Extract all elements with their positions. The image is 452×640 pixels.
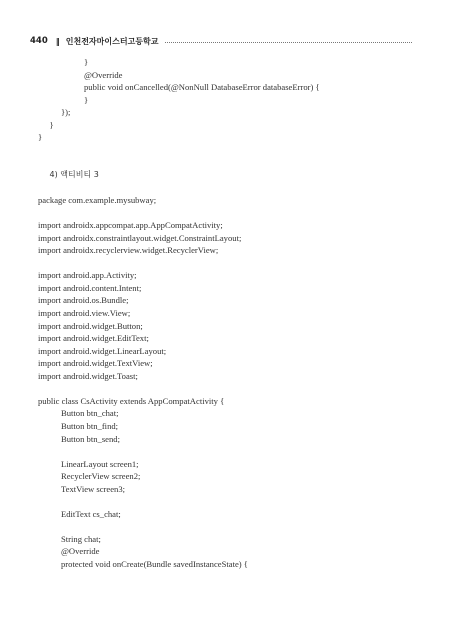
code-line: } bbox=[38, 132, 43, 143]
code-line: import android.view.View; bbox=[38, 308, 131, 318]
code-line: import android.widget.TextView; bbox=[38, 358, 153, 369]
code-line: Button btn_chat; bbox=[61, 408, 119, 419]
code-line: import android.os.Bundle; bbox=[38, 295, 129, 306]
code-line: import android.widget.Button; bbox=[38, 320, 143, 331]
code-line: TextView screen3; bbox=[61, 483, 126, 494]
code-line: Button btn_send; bbox=[61, 433, 120, 444]
header-separator: ‖ bbox=[55, 36, 60, 46]
code-line: }); bbox=[61, 107, 71, 118]
school-name: 인천전자마이스터고등학교 bbox=[65, 36, 159, 46]
code-line: import android.widget.LinearLayout; bbox=[38, 345, 167, 356]
page-number: 440 bbox=[30, 36, 48, 46]
code-line: } bbox=[49, 119, 54, 130]
code-line: Button btn_find; bbox=[61, 420, 119, 431]
section-heading: 4) 액티비티 3 bbox=[49, 169, 99, 179]
code-line: import android.app.Activity; bbox=[38, 270, 137, 281]
code-line: RecyclerView screen2; bbox=[61, 471, 141, 482]
code-line: import androidx.appcompat.app.AppCompatActivity; bbox=[38, 220, 223, 231]
code-line: import android.widget.EditText; bbox=[38, 333, 149, 344]
code-line: package com.example.mysubway; bbox=[38, 195, 157, 206]
code-line: @Override bbox=[61, 546, 100, 557]
code-line: EditText cs_chat; bbox=[61, 508, 121, 519]
code-line: import android.widget.Toast; bbox=[38, 370, 138, 381]
code-line: protected void onCreate(Bundle savedInstanceState) { bbox=[61, 559, 248, 569]
code-line: import androidx.recyclerview.widget.RecyclerView; bbox=[38, 245, 219, 256]
code-line: } bbox=[84, 94, 89, 105]
code-line: String chat; bbox=[61, 533, 101, 544]
code-line: public class CsActivity extends AppCompatActivity { bbox=[38, 395, 225, 406]
code-line: import androidx.constraintlayout.widget.ConstraintLayout; bbox=[38, 232, 242, 243]
code-line: import android.content.Intent; bbox=[38, 282, 142, 293]
page-header bbox=[30, 34, 412, 48]
header-dotted-rule bbox=[165, 42, 413, 43]
code-line: } bbox=[84, 57, 89, 67]
code-line: public void onCancelled(@NonNull DatabaseError databaseError) { bbox=[84, 82, 320, 93]
code-line: @Override bbox=[84, 69, 123, 80]
code-line: LinearLayout screen1; bbox=[61, 458, 139, 469]
